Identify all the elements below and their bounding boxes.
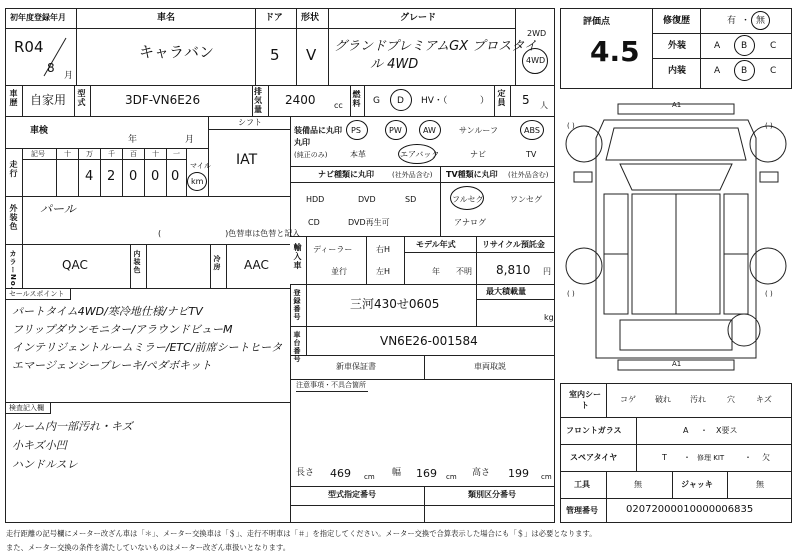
import-right-h: 右H bbox=[376, 245, 391, 254]
tv-label: TV種類に丸印 bbox=[446, 170, 498, 179]
paren-right-2: ( ) bbox=[765, 290, 773, 298]
unit-2: 千 bbox=[108, 150, 115, 158]
tv-analog: アナログ bbox=[454, 218, 486, 227]
registration-value: 三河430せ0605 bbox=[350, 297, 440, 311]
unit-1: 万 bbox=[86, 150, 93, 158]
inspection-line-2: ハンドルスレ bbox=[12, 458, 78, 471]
exterior-b: B bbox=[741, 41, 748, 51]
left-mirror bbox=[574, 172, 592, 182]
warranty-manual: 車両取説 bbox=[474, 362, 506, 371]
notes-label: 注意事項・不具合箇所 bbox=[296, 381, 366, 389]
use-label: 車歴 bbox=[9, 89, 18, 107]
fuel-g: G bbox=[373, 96, 380, 106]
import-left-h: 左H bbox=[376, 267, 391, 276]
width-label: 幅 bbox=[392, 468, 402, 478]
tv-sub: (社外品含む) bbox=[508, 171, 549, 179]
navi-hdd: HDD bbox=[306, 195, 325, 204]
ext-color-note: ( )色替車は色替と記入 bbox=[158, 229, 301, 238]
inspection-label: 車検 bbox=[30, 126, 49, 136]
equip-navi: ナビ bbox=[470, 150, 486, 159]
tv-fullseg: フルセグ bbox=[452, 195, 484, 204]
windshield-label: フロントガラス bbox=[566, 426, 622, 435]
model-year-label: モデル年式 bbox=[416, 240, 456, 249]
chassis-label: 車台番号 bbox=[293, 331, 301, 363]
exterior-label: 外装 bbox=[668, 41, 687, 51]
shape-value: V bbox=[306, 46, 317, 64]
unit-5: 一 bbox=[173, 150, 180, 158]
height-cm: cm bbox=[541, 473, 552, 481]
seat-label: 室内シート bbox=[569, 390, 601, 410]
inspection-year: 年 bbox=[128, 135, 138, 145]
recycle-value: 8,810 bbox=[496, 263, 531, 277]
wheel-rear-left bbox=[566, 248, 602, 284]
fuel-d: D bbox=[397, 96, 404, 106]
equipment-label: 装備品に丸印 bbox=[294, 126, 342, 135]
cold-label: 冷房 bbox=[213, 255, 221, 271]
spare-label: スペアタイヤ bbox=[570, 453, 618, 462]
ext-color-label: 外装色 bbox=[9, 204, 18, 231]
repair-dot: ・ bbox=[741, 16, 751, 26]
class-number-label: 類別区分番号 bbox=[468, 490, 516, 499]
rear-gate bbox=[620, 320, 732, 350]
model-value: 3DF-VN6E26 bbox=[125, 93, 201, 107]
navi-label: ナビ種類に丸印 bbox=[318, 170, 374, 179]
inspection-line-0: ルーム内一部汚れ・キズ bbox=[12, 420, 133, 433]
mileage-kigo: 記号 bbox=[31, 150, 45, 158]
windshield-shape bbox=[620, 164, 732, 190]
first-reg-label: 初年度登録年月 bbox=[10, 13, 66, 22]
equip-leather: 本革 bbox=[350, 150, 366, 159]
right-mirror bbox=[760, 172, 778, 182]
equipment-sub: (純正のみ) bbox=[294, 151, 328, 159]
color-no-label: カラーNo. bbox=[9, 250, 17, 291]
unit-4: 十 bbox=[152, 150, 159, 158]
height-label: 高さ bbox=[472, 468, 491, 478]
inspection-line-1: 小キズ小凹 bbox=[12, 439, 67, 452]
repair-yes: 有 bbox=[727, 16, 737, 26]
displacement-label: 排気量 bbox=[254, 87, 262, 114]
sales-line-1: フリップダウンモニター/アラウンドビューM bbox=[12, 323, 233, 336]
hood bbox=[606, 128, 746, 160]
color-no-value: QAC bbox=[62, 258, 88, 272]
length-cm: cm bbox=[364, 473, 375, 481]
model-year-year: 年 bbox=[432, 267, 440, 276]
capacity-unit: 人 bbox=[540, 101, 548, 110]
tools-value: 無 bbox=[634, 480, 642, 489]
tv-oneseg: ワンセグ bbox=[510, 195, 542, 204]
ext-color-value: パール bbox=[40, 202, 76, 216]
spare-dot2: ・ bbox=[744, 453, 752, 462]
sales-line-2: インテリジェントルームミラー/ETC/前席シートヒータ bbox=[12, 341, 283, 354]
equip-sunroof: サンルーフ bbox=[459, 126, 498, 135]
mile-label: マイル bbox=[190, 162, 211, 170]
cc-unit: cc bbox=[334, 101, 343, 110]
interior-c: C bbox=[770, 66, 777, 76]
spare-missing: 欠 bbox=[762, 453, 770, 462]
model-year-unknown: 不明 bbox=[456, 267, 472, 276]
windshield-x: X要ス bbox=[716, 426, 738, 435]
equip-abs: ABS bbox=[524, 126, 540, 135]
paren-left-1: ( ) bbox=[567, 122, 575, 130]
car-name-label: 車名 bbox=[157, 13, 176, 23]
reg-month: 8 bbox=[47, 61, 55, 75]
sales-line-3: エマージェンシーブレーキ/ペダボキット bbox=[12, 359, 212, 372]
length-label: 長さ bbox=[296, 468, 315, 478]
digit-4: 0 bbox=[151, 169, 160, 184]
length-value: 469 bbox=[330, 467, 351, 480]
recycle-label: リサイクル預託金 bbox=[482, 240, 545, 249]
month-unit: 月 bbox=[64, 71, 74, 81]
jack-label: ジャッキ bbox=[681, 480, 713, 489]
score-label: 評価点 bbox=[583, 17, 611, 27]
kg-unit: kg bbox=[544, 313, 554, 322]
use-value: 自家用 bbox=[30, 93, 67, 107]
management-value: 02072000010000006835 bbox=[626, 504, 754, 515]
drive-4wd: 4WD bbox=[526, 56, 546, 65]
fuel-hv: HV・（ bbox=[421, 96, 448, 106]
footer-line1: 走行距離の記号欄にメーター改ざん車は「＊」、メーター交換車は「＄」、走行不明車は「＃」を指定してください。メーター交換で合算表示した場合にも「＄」は必要となります。 bbox=[6, 529, 597, 538]
reg-era: R04 bbox=[14, 38, 44, 56]
navi-cd: CD bbox=[308, 218, 320, 227]
equip-airbag: エアバック bbox=[400, 150, 440, 159]
seat-item-4: キズ bbox=[756, 395, 772, 404]
repair-none: 無 bbox=[756, 16, 766, 26]
paren-right-1: ( ) bbox=[765, 122, 773, 130]
wheel-front-left bbox=[566, 126, 602, 162]
management-label: 管理番号 bbox=[566, 506, 598, 515]
model-label: 型式 bbox=[77, 89, 86, 107]
capacity-value: 5 bbox=[522, 93, 530, 107]
door-value: 5 bbox=[270, 46, 280, 64]
spare-dot1: ・ bbox=[683, 453, 691, 462]
spare-kit: 修理 KIT bbox=[697, 454, 725, 462]
equip-ps: PS bbox=[351, 126, 361, 135]
digit-5: 0 bbox=[171, 169, 180, 184]
windshield-dot: ・ bbox=[700, 426, 708, 435]
shift-label: シフト bbox=[238, 118, 262, 127]
tools-label: 工具 bbox=[574, 480, 590, 489]
digit-3: 0 bbox=[129, 169, 138, 184]
seat-item-0: コゲ bbox=[620, 395, 636, 404]
recycle-unit: 円 bbox=[543, 267, 551, 276]
seat-item-2: 汚れ bbox=[690, 395, 706, 404]
equipment-circle-word: 丸印 bbox=[294, 138, 310, 147]
sales-line-0: パートタイム4WD/寒冷地仕様/ナビTV bbox=[12, 305, 203, 318]
warranty-new-car: 新車保証書 bbox=[336, 362, 376, 371]
spare-wheel bbox=[728, 314, 760, 346]
digit-2: 2 bbox=[107, 169, 116, 184]
width-value: 169 bbox=[416, 467, 437, 480]
exterior-c: C bbox=[770, 41, 777, 51]
equip-aw: AW bbox=[423, 126, 436, 135]
navi-dvd: DVD bbox=[358, 195, 376, 204]
shift-value: IAT bbox=[236, 152, 258, 168]
digit-1: 4 bbox=[85, 169, 94, 184]
interior-label: 内装 bbox=[668, 66, 687, 76]
exterior-a: A bbox=[714, 41, 721, 51]
navi-dvd-play: DVD再生可 bbox=[348, 218, 390, 227]
seat-item-3: 穴 bbox=[727, 395, 735, 404]
km-label: km bbox=[191, 177, 204, 186]
diagram-top-label: A1 bbox=[672, 101, 682, 109]
navi-sub: (社外品含む) bbox=[392, 171, 433, 179]
height-value: 199 bbox=[508, 467, 529, 480]
car-name-value: キャラバン bbox=[139, 43, 215, 61]
max-load-label: 最大積載量 bbox=[486, 287, 526, 296]
import-dealer: ディーラー bbox=[313, 245, 353, 254]
unit-0: 十 bbox=[64, 150, 71, 158]
grade-line2: ル 4WD bbox=[370, 57, 419, 72]
inspection-month: 月 bbox=[185, 135, 195, 145]
import-parallel: 並行 bbox=[331, 267, 347, 276]
sales-label: セールスポイント bbox=[9, 290, 65, 298]
wheel-front-right bbox=[750, 126, 786, 162]
cold-value: AAC bbox=[244, 258, 269, 272]
interior-a: A bbox=[714, 66, 721, 76]
grade-line1: グランドプレミアムGX プロスタイ bbox=[334, 39, 538, 54]
mileage-label: 走行 bbox=[9, 160, 18, 178]
import-label: 輸入車 bbox=[293, 243, 302, 270]
diagram-bottom-label: A1 bbox=[672, 360, 682, 368]
inspection-notes-label: 検査記入欄 bbox=[9, 404, 44, 412]
shape-label: 形状 bbox=[301, 13, 320, 23]
fuel-label: 燃料 bbox=[352, 90, 361, 108]
grade-label: グレード bbox=[400, 13, 437, 23]
vehicle-diagram bbox=[560, 98, 792, 378]
capacity-label: 定員 bbox=[497, 89, 506, 107]
door-label: ドア bbox=[265, 13, 283, 23]
spare-t: T bbox=[662, 453, 667, 462]
equip-tv: TV bbox=[526, 150, 537, 159]
unit-3: 百 bbox=[130, 150, 137, 158]
seat-item-1: 破れ bbox=[655, 395, 671, 404]
windshield-a: A bbox=[683, 426, 689, 435]
repair-label: 修復歴 bbox=[663, 16, 691, 26]
jack-value: 無 bbox=[756, 480, 764, 489]
fuel-close: ） bbox=[480, 96, 490, 106]
navi-sd: SD bbox=[405, 195, 417, 204]
interior-b: B bbox=[741, 66, 748, 76]
footer-line2: また、メーター交換の条件を満たしていないものはメーター改ざん車扱いとなります。 bbox=[6, 543, 290, 552]
type-number-label: 型式指定番号 bbox=[328, 490, 376, 499]
interior-color-label: 内装色 bbox=[133, 250, 141, 274]
displacement-value: 2400 bbox=[285, 93, 316, 107]
score-value: 4.5 bbox=[590, 35, 640, 68]
registration-label: 登録番号 bbox=[293, 289, 301, 321]
width-cm: cm bbox=[446, 473, 457, 481]
equip-pw: PW bbox=[389, 126, 402, 135]
wheel-rear-right bbox=[750, 248, 786, 284]
drive-2wd: 2WD bbox=[527, 29, 547, 38]
paren-left-2: ( ) bbox=[567, 290, 575, 298]
chassis-value: VN6E26-001584 bbox=[380, 334, 478, 348]
